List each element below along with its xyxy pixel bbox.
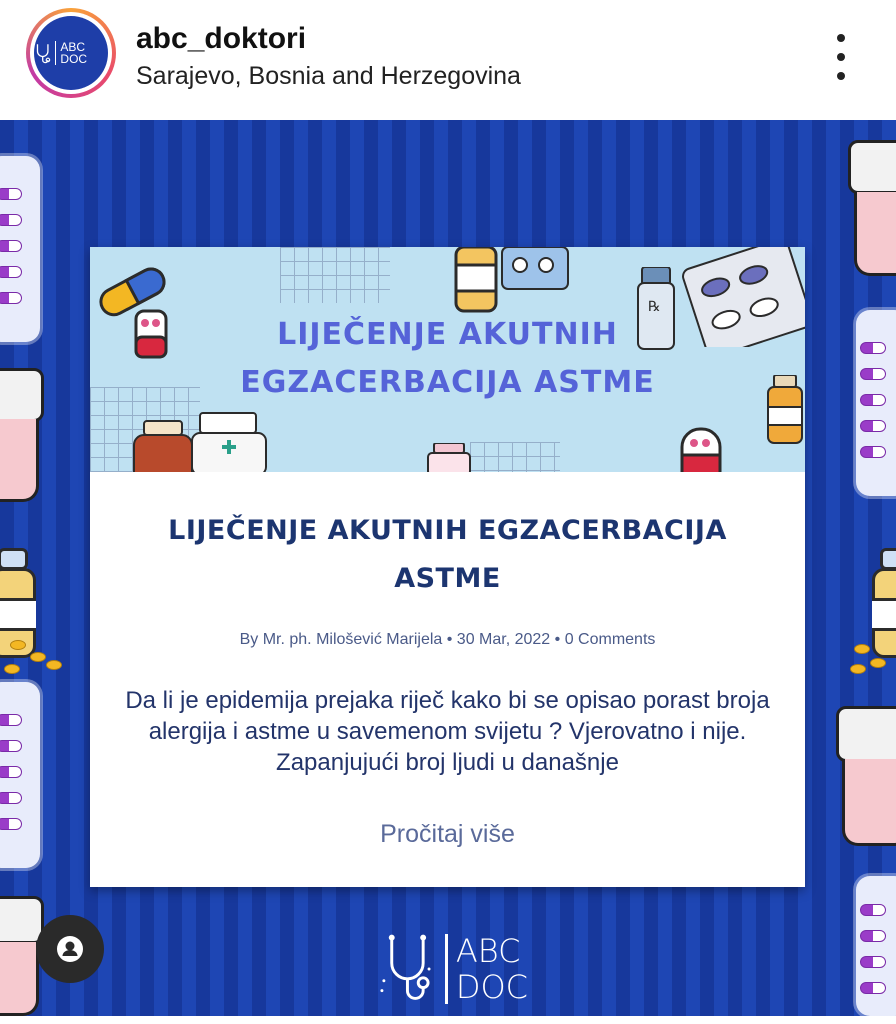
- post-image[interactable]: [0, 120, 896, 1016]
- more-options-button[interactable]: [830, 34, 852, 80]
- profile-avatar[interactable]: [26, 8, 116, 98]
- pill-jar-decoration: [848, 140, 896, 276]
- tagged-account-button[interactable]: [36, 915, 104, 983]
- user-icon: [56, 935, 84, 963]
- post-banner: [90, 247, 805, 472]
- avatar-logo-text: ABC DOC: [55, 41, 108, 65]
- post-excerpt: Da li je epidemija prejaka riječ kako bi se opisao porast broja alergija i astme u savemenom svijetu ? Vjerovatno i nije. Zapanjujući broj ljudi u današnje: [125, 687, 770, 776]
- banner-title-line1: LIJEČENJE AKUTNIH: [277, 317, 618, 352]
- pill-jar-decoration: [0, 368, 44, 502]
- read-more-link: Pročitaj više: [380, 820, 515, 848]
- pill-jar-icon: [680, 427, 722, 472]
- post-meta: By Mr. ph. Milošević Marijela • 30 Mar, 2022 • 0 Comments: [239, 631, 656, 648]
- blister-pack-icon: [500, 247, 570, 291]
- more-vertical-icon: [837, 34, 845, 42]
- pill-blister-decoration: [856, 876, 896, 1016]
- blog-post-card: [90, 247, 805, 887]
- svg-text:℞: ℞: [648, 299, 661, 315]
- post-header: [0, 0, 896, 120]
- logo-text: ABC DOC: [455, 932, 528, 1006]
- location-link[interactable]: Sarajevo, Bosnia and Herzegovina: [136, 62, 521, 90]
- pill-blister-decoration: [0, 682, 40, 868]
- medicine-bottle-icon: [426, 443, 472, 472]
- stethoscope-icon: [378, 929, 437, 1009]
- pill-jar-decoration: [836, 706, 896, 846]
- bottom-divider: [0, 1016, 896, 1024]
- medicine-bottle-icon: [452, 247, 500, 317]
- abc-doc-logo: [34, 16, 108, 90]
- abc-doc-logo: [378, 928, 528, 1010]
- logo-divider: [445, 934, 448, 1004]
- pill-bottle-decoration: [872, 548, 896, 658]
- medicine-bottle-icon: [190, 411, 270, 472]
- medicine-bottle-icon: [130, 419, 196, 472]
- stethoscope-icon: [34, 41, 51, 65]
- post-title: LIJEČENJE AKUTNIH EGZACERBACIJA ASTME: [168, 515, 727, 594]
- pill-blister-decoration: [856, 310, 896, 496]
- username[interactable]: abc_doktori: [136, 22, 307, 55]
- banner-title-line2: EGZACERBACIJA ASTME: [240, 365, 655, 400]
- pill-blister-decoration: [0, 156, 40, 342]
